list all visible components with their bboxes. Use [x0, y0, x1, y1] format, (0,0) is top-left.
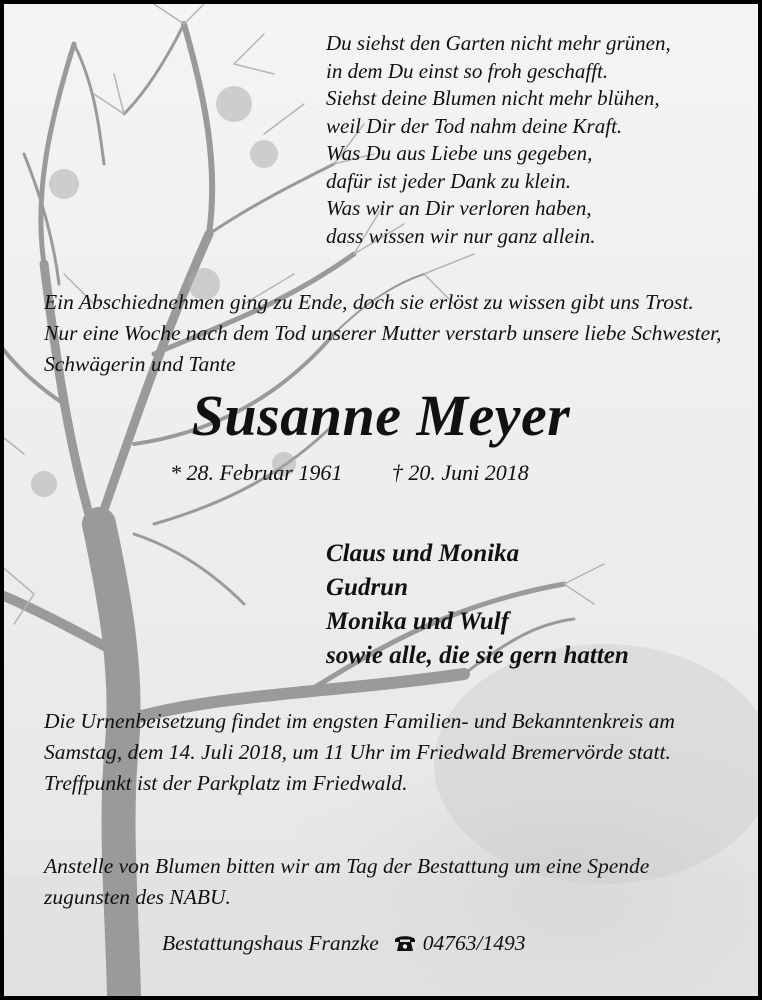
mourner-entry: Gudrun: [326, 574, 408, 601]
funeral-home-name: Bestattungshaus Franzke: [162, 931, 379, 955]
mourners-list: [326, 537, 629, 673]
poem-line: Siehst deine Blumen nicht mehr blühen,: [326, 86, 660, 110]
poem-line: dass wissen wir nur ganz allein.: [326, 223, 596, 248]
life-dates: [170, 460, 529, 486]
donation-info: Anstelle von Blumen bitten wir am Tag der Bestattung um eine Spende zugunsten des NABU.: [44, 854, 650, 909]
mourner-entry: sowie alle, die sie gern hatten: [326, 642, 629, 669]
poem: [326, 30, 671, 250]
footer: [162, 931, 526, 956]
poem-line: dafür ist jeder Dank zu klein.: [326, 168, 571, 193]
telephone-icon: [393, 933, 417, 951]
poem-line: Du siehst den Garten nicht mehr grünen,: [326, 31, 671, 55]
death-date: † 20. Juni 2018: [391, 460, 529, 485]
mourner-entry: Claus und Monika: [326, 540, 520, 567]
poem-line: in dem Du einst so froh geschafft.: [326, 58, 609, 83]
phone-number: 04763/1493: [422, 931, 526, 955]
birth-date: * 28. Februar 1961: [170, 460, 343, 485]
mourner-entry: Monika und Wulf: [326, 608, 509, 635]
intro-text: Ein Abschiednehmen ging zu Ende, doch sie erlöst zu wissen gibt uns Trost. Nur eine Woche nach dem Tod unserer Mutter verstarb unsere liebe Schwester, Schwägerin und Tante: [44, 290, 722, 376]
poem-line: Was wir an Dir verloren haben,: [326, 196, 592, 220]
deceased-name: Susanne Meyer: [191, 383, 571, 448]
burial-info: Die Urnenbeisetzung findet im engsten Familien- und Bekanntenkreis am Samstag, dem 14. Juli 2018, um 11 Uhr im Friedwald Bremervörde statt. Treffpunkt ist der Parkplatz im Friedwald.: [44, 709, 675, 795]
poem-line: weil Dir der Tod nahm deine Kraft.: [326, 113, 623, 138]
poem-line: Was Du aus Liebe uns gegeben,: [326, 141, 593, 165]
